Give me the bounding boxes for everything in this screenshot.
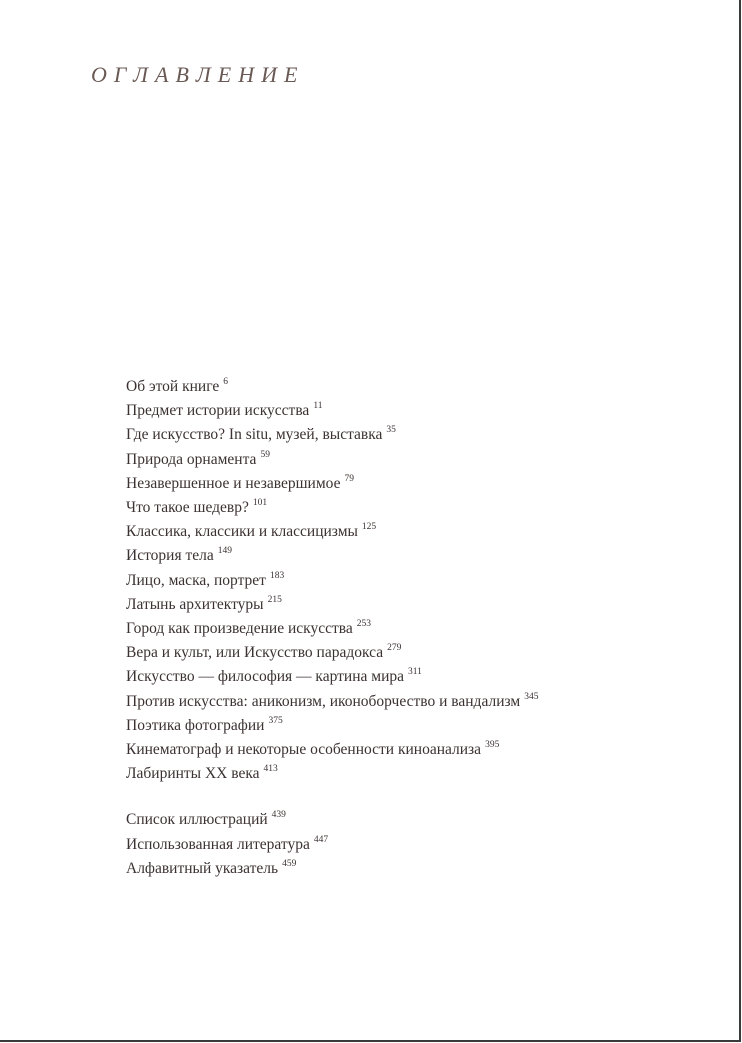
toc-entry bbox=[126, 570, 538, 594]
toc-entry bbox=[126, 424, 538, 448]
toc-page-number: 345 bbox=[524, 691, 539, 702]
toc-entry bbox=[126, 763, 538, 787]
toc-entry bbox=[126, 858, 538, 882]
toc-entry-title: Кинематограф и некоторые особенности киноанализа bbox=[126, 741, 482, 759]
toc-entry bbox=[126, 642, 538, 666]
toc-entry bbox=[126, 834, 538, 858]
toc-entry bbox=[126, 545, 538, 569]
toc-entry-title: Против искусства: аниконизм, иконоборчество и вандализм bbox=[126, 692, 521, 710]
toc-entry-title: Вера и культ, или Искусство парадокса bbox=[126, 644, 384, 662]
toc-entry bbox=[126, 618, 538, 642]
toc-page-number: 413 bbox=[263, 764, 278, 775]
toc-entry bbox=[126, 400, 538, 424]
toc-entry-title: Природа орнамента bbox=[126, 450, 257, 468]
toc-page-number: 439 bbox=[271, 810, 286, 821]
toc-entry-title: Латынь архитектуры bbox=[126, 595, 264, 613]
toc-entry bbox=[126, 376, 538, 400]
toc-entry-title: История тела bbox=[126, 547, 214, 565]
toc-entry bbox=[126, 809, 538, 833]
toc-entry-title: Где искусство? In situ, музей, выставка bbox=[126, 426, 383, 444]
toc-page-number: 125 bbox=[361, 522, 377, 533]
toc-page-number: 79 bbox=[344, 473, 354, 484]
toc-entry bbox=[126, 691, 538, 715]
toc-page-number: 6 bbox=[223, 377, 228, 387]
toc-entry bbox=[126, 473, 538, 497]
toc-page-number: 279 bbox=[387, 643, 402, 654]
toc-entry bbox=[126, 715, 538, 739]
toc-page-number: 11 bbox=[313, 401, 323, 412]
toc-entry bbox=[126, 666, 538, 690]
toc-entry-title: Город как произведение искусства bbox=[126, 620, 353, 638]
toc-entry-title: Список иллюстраций bbox=[126, 811, 268, 829]
toc-entry-title: Классика, классики и классицизмы bbox=[126, 523, 358, 541]
toc-entry bbox=[126, 594, 538, 618]
page-title: ОГЛАВЛЕНИЕ bbox=[91, 62, 305, 87]
toc-entry-title: Об этой книге bbox=[126, 378, 220, 395]
toc-entry-title: Лицо, маска, портрет bbox=[126, 571, 266, 589]
toc-page-number: 183 bbox=[269, 570, 285, 581]
toc-page-number: 395 bbox=[485, 740, 500, 751]
toc-page-number: 253 bbox=[356, 619, 371, 630]
toc-entry-title: Искусство — философия — картина мира bbox=[126, 668, 405, 686]
toc-entry bbox=[126, 497, 538, 521]
toc-entry-title: Использованная литература bbox=[126, 835, 310, 853]
toc-page-number: 59 bbox=[260, 449, 270, 460]
toc-page-number: 149 bbox=[217, 546, 232, 557]
toc-entry-title: Предмет истории искусства bbox=[126, 402, 310, 420]
toc-page-number: 459 bbox=[282, 858, 297, 869]
table-of-contents bbox=[126, 376, 538, 882]
toc-page-number: 215 bbox=[267, 594, 282, 605]
toc-entry bbox=[126, 739, 538, 763]
toc-page-number: 447 bbox=[313, 834, 329, 845]
toc-page-number: 101 bbox=[252, 498, 268, 509]
toc-entry-title: Алфавитный указатель bbox=[126, 859, 279, 877]
toc-section-spacer bbox=[126, 787, 538, 809]
toc-entry bbox=[126, 449, 538, 473]
toc-page-number: 375 bbox=[268, 715, 283, 726]
toc-page-number: 311 bbox=[408, 667, 422, 678]
toc-page-number: 35 bbox=[386, 425, 396, 436]
toc-entry bbox=[126, 521, 538, 545]
toc-entry-title: Незавершенное и незавершимое bbox=[126, 474, 341, 492]
toc-entry-title: Поэтика фотографии bbox=[126, 716, 265, 734]
toc-entry-title: Лабиринты XX века bbox=[126, 765, 260, 783]
toc-entry-title: Что такое шедевр? bbox=[126, 499, 249, 517]
